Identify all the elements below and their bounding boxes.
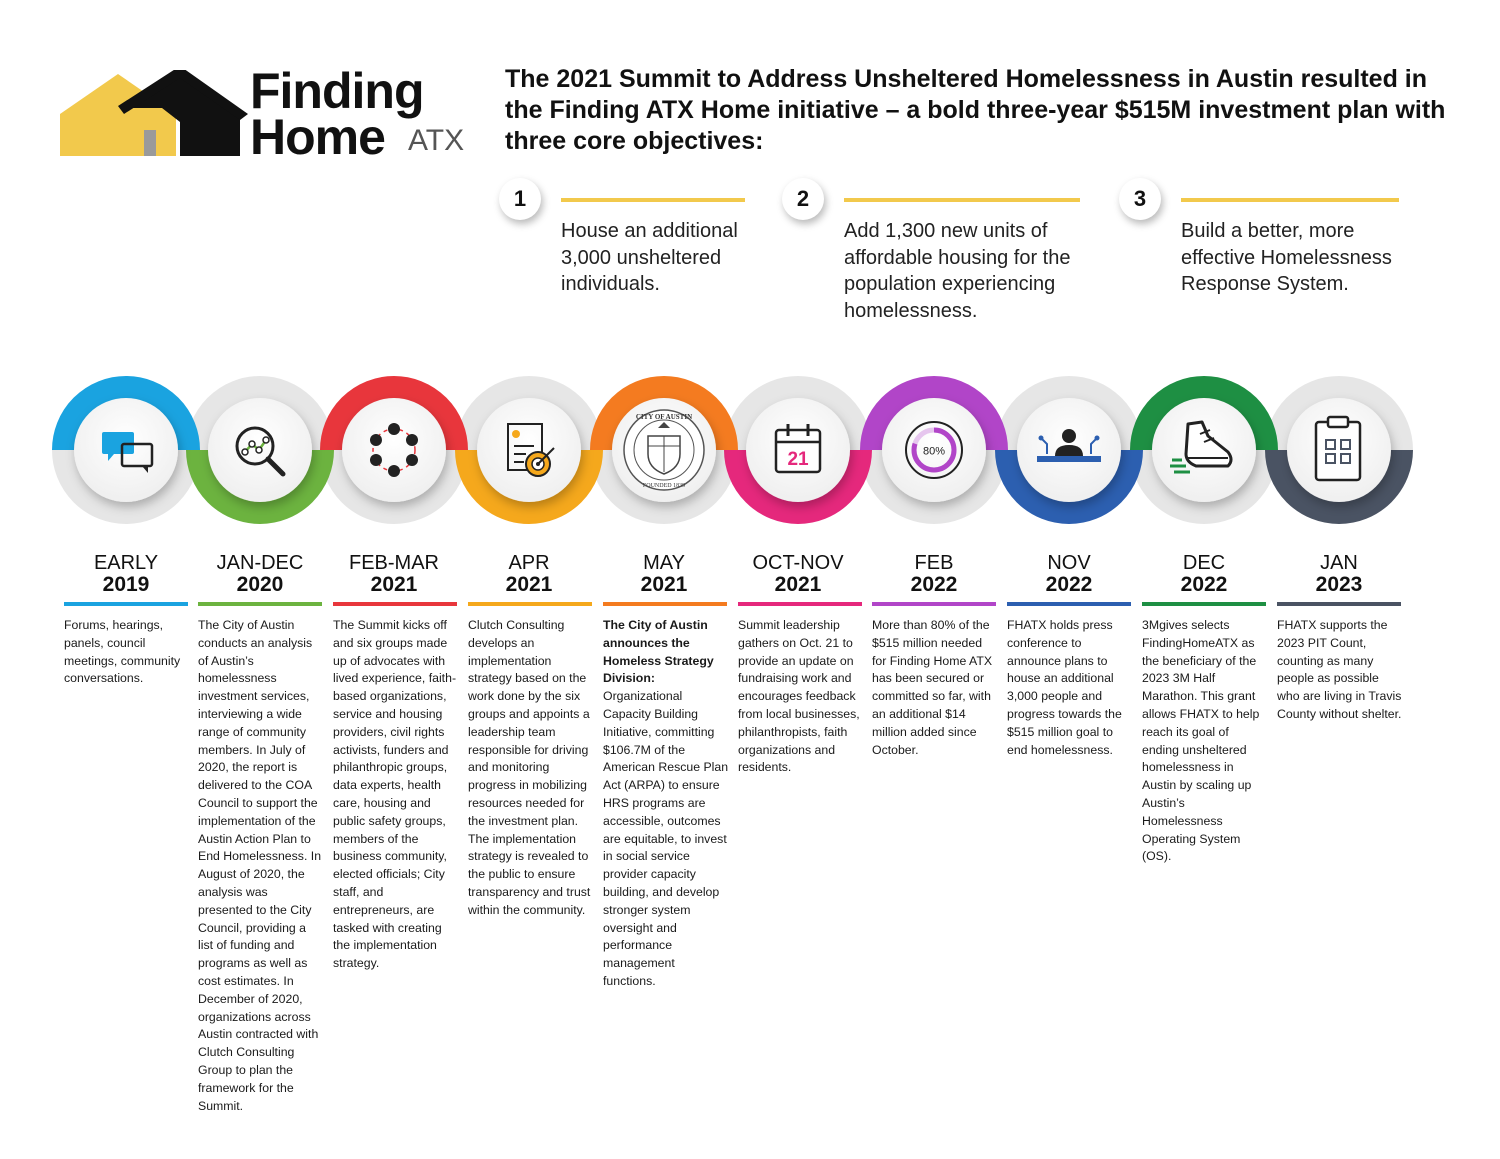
timeline-year: 2023	[1315, 573, 1363, 596]
timeline-description-7	[1007, 617, 1133, 759]
timeline-description-text: Clutch Consulting develops an implementation strategy based on the work done by the six groups and appoints a leadership team responsible for driving and monitoring progress in mobilizing resources needed for the investment plan. The implementation strategy is revealed to the public to ensure transparency and trust within the community.	[468, 618, 591, 917]
objective-text: House an additional 3,000 unsheltered individuals.	[561, 220, 738, 295]
city-of-austin-seal-icon	[624, 410, 704, 490]
timeline-description-text: Summit leadership gathers on Oct. 21 to provide an update on fundraising work and encourages feedback from local businesses, philanthropists, faith organizations and residents.	[738, 618, 860, 775]
timeline-description-0	[64, 617, 190, 688]
timeline-month: MAY	[643, 552, 685, 574]
timeline-color-bar	[468, 602, 592, 606]
timeline-description-text: The City of Austin conducts an analysis of Austin’s homelessness investment services, interviewing a wide range of community members. In July of 2020, the report is delivered to the COA Council to support the implementation of the Austin Action Plan to End Homelessness. In August of 2020, the analysis was presented to the City Council, providing a list of funding and programs as well as cost estimates. In December of 2020, organizations across Austin contracted with Clutch Consulting Group to plan the framework for the Summit.	[198, 618, 322, 1113]
calendar-icon	[776, 424, 820, 472]
objective-divider	[844, 198, 1080, 202]
timeline-year: 2021	[640, 573, 688, 596]
objective-2	[782, 178, 1082, 328]
timeline-node-circle	[477, 398, 581, 502]
headline: The 2021 Summit to Address Unsheltered Homelessness in Austin resulted in the Finding ATX Home initiative – a bold three-year $515M investment plan with three core objectives:	[505, 65, 1446, 155]
timeline-description-9	[1277, 617, 1403, 724]
timeline-date-8	[1139, 553, 1269, 595]
timeline-description-bold: The City of Austin announces the Homeless Strategy Division:	[603, 618, 714, 686]
timeline-description-text: More than 80% of the $515 million needed for Finding Home ATX has been secured or committed so far, with an additional $14 million added since October.	[872, 618, 993, 757]
timeline-ribbon	[0, 360, 1500, 560]
objective-divider	[1181, 198, 1399, 202]
timeline-description-5	[738, 617, 864, 777]
timeline-month: JAN	[1320, 552, 1358, 574]
timeline-month: NOV	[1047, 552, 1091, 574]
calendar-day-text: 21	[787, 449, 809, 470]
timeline-year: 2021	[370, 573, 418, 596]
logo-word-home: Home	[250, 109, 385, 165]
timeline-month: JAN-DEC	[216, 552, 304, 574]
timeline-description-1	[198, 617, 324, 1115]
timeline-date-2	[329, 553, 459, 595]
timeline-description-2	[333, 617, 459, 973]
timeline-description-8	[1142, 617, 1268, 866]
seal-top-text: CITY OF AUSTIN	[635, 413, 693, 421]
timeline-date-3	[464, 553, 594, 595]
objective-text: Build a better, more effective Homelessness Response System.	[1181, 220, 1392, 295]
objective-number: 1	[499, 178, 541, 220]
timeline-description-text: Organizational Capacity Building Initiative, committing $106.7M of the American Rescue Plan Act (ARPA) to ensure HRS programs are accessible, outcomes are equitable, to invest in social service provider capacity building, and develop stronger system oversight and performance management functions.	[603, 689, 729, 988]
timeline-year: 2022	[910, 573, 958, 596]
logo-word-finding: Finding	[250, 63, 424, 119]
timeline-year: 2021	[774, 573, 822, 596]
house-logo-icon	[58, 70, 248, 156]
timeline-month: APR	[508, 552, 550, 574]
timeline-month: FEB	[914, 552, 954, 574]
logo-word-atx: ATX	[408, 124, 465, 157]
timeline-description-3	[468, 617, 594, 920]
timeline-color-bar	[198, 602, 322, 606]
timeline-date-6	[869, 553, 999, 595]
timeline-color-bar	[1277, 602, 1401, 606]
timeline-year: 2022	[1045, 573, 1093, 596]
timeline-date-7	[1004, 553, 1134, 595]
timeline-description-4	[603, 617, 729, 991]
timeline-color-bar	[603, 602, 727, 606]
timeline-description-text: The Summit kicks off and six groups made up of advocates with lived experience, faith-based organizations, service and housing providers, civil rights activists, funders and philanthropic groups, data experts, health care, housing and public safety groups, members of the business community, elected officials; City staff, and entrepreneurs, are tasked with creating the implementation strategy.	[333, 618, 457, 971]
timeline-date-9	[1274, 553, 1404, 595]
timeline-description-text: FHATX supports the 2023 PIT Count, counting as many people as possible who are living in Travis County without shelter.	[1277, 618, 1402, 721]
timeline-description-text: Forums, hearings, panels, council meetings, community conversations.	[64, 618, 181, 686]
timeline-month: OCT-NOV	[752, 552, 844, 574]
timeline-color-bar	[872, 602, 996, 606]
timeline-month: EARLY	[93, 552, 159, 574]
timeline-date-4	[599, 553, 729, 595]
timeline-description-text: 3Mgives selects FindingHomeATX as the beneficiary of the 2023 3M Half Marathon. This grant allows FHATX to help reach its goal of ending unsheltered homelessness in Austin by scaling up Austin’s Homelessness Operating System (OS).	[1142, 618, 1260, 864]
timeline-year: 2019	[102, 573, 150, 596]
objective-number: 3	[1119, 178, 1161, 220]
objective-3	[1119, 178, 1419, 328]
finding-home-atx-logo	[58, 63, 465, 165]
timeline-color-bar	[738, 602, 862, 606]
timeline-date-1	[195, 553, 325, 595]
timeline-date-0	[61, 553, 191, 595]
objective-1	[499, 178, 799, 328]
timeline-color-bar	[1142, 602, 1266, 606]
timeline-year: 2021	[505, 573, 553, 596]
timeline-color-bar	[1007, 602, 1131, 606]
timeline-month: FEB-MAR	[349, 552, 439, 574]
timeline-description-text: FHATX holds press conference to announce plans to house an additional 3,000 people and progress towards the $515 million goal to end homelessness.	[1007, 618, 1122, 757]
timeline-color-bar	[333, 602, 457, 606]
timeline-year: 2020	[236, 573, 284, 596]
timeline-year: 2022	[1180, 573, 1228, 596]
objective-divider	[561, 198, 745, 202]
progress-ring-icon	[906, 422, 962, 478]
timeline-description-6	[872, 617, 998, 759]
objective-number: 2	[782, 178, 824, 220]
progress-ring-label: 80%	[922, 445, 946, 458]
seal-bottom-text: FOUNDED 1839	[642, 483, 686, 489]
timeline-month: DEC	[1182, 552, 1226, 574]
timeline-color-bar	[64, 602, 188, 606]
clipboard-icon	[1316, 417, 1360, 480]
timeline-date-5	[733, 553, 863, 595]
timeline-node-circle	[342, 398, 446, 502]
objective-text: Add 1,300 new units of affordable housing for the population experiencing homelessness.	[844, 220, 1071, 322]
